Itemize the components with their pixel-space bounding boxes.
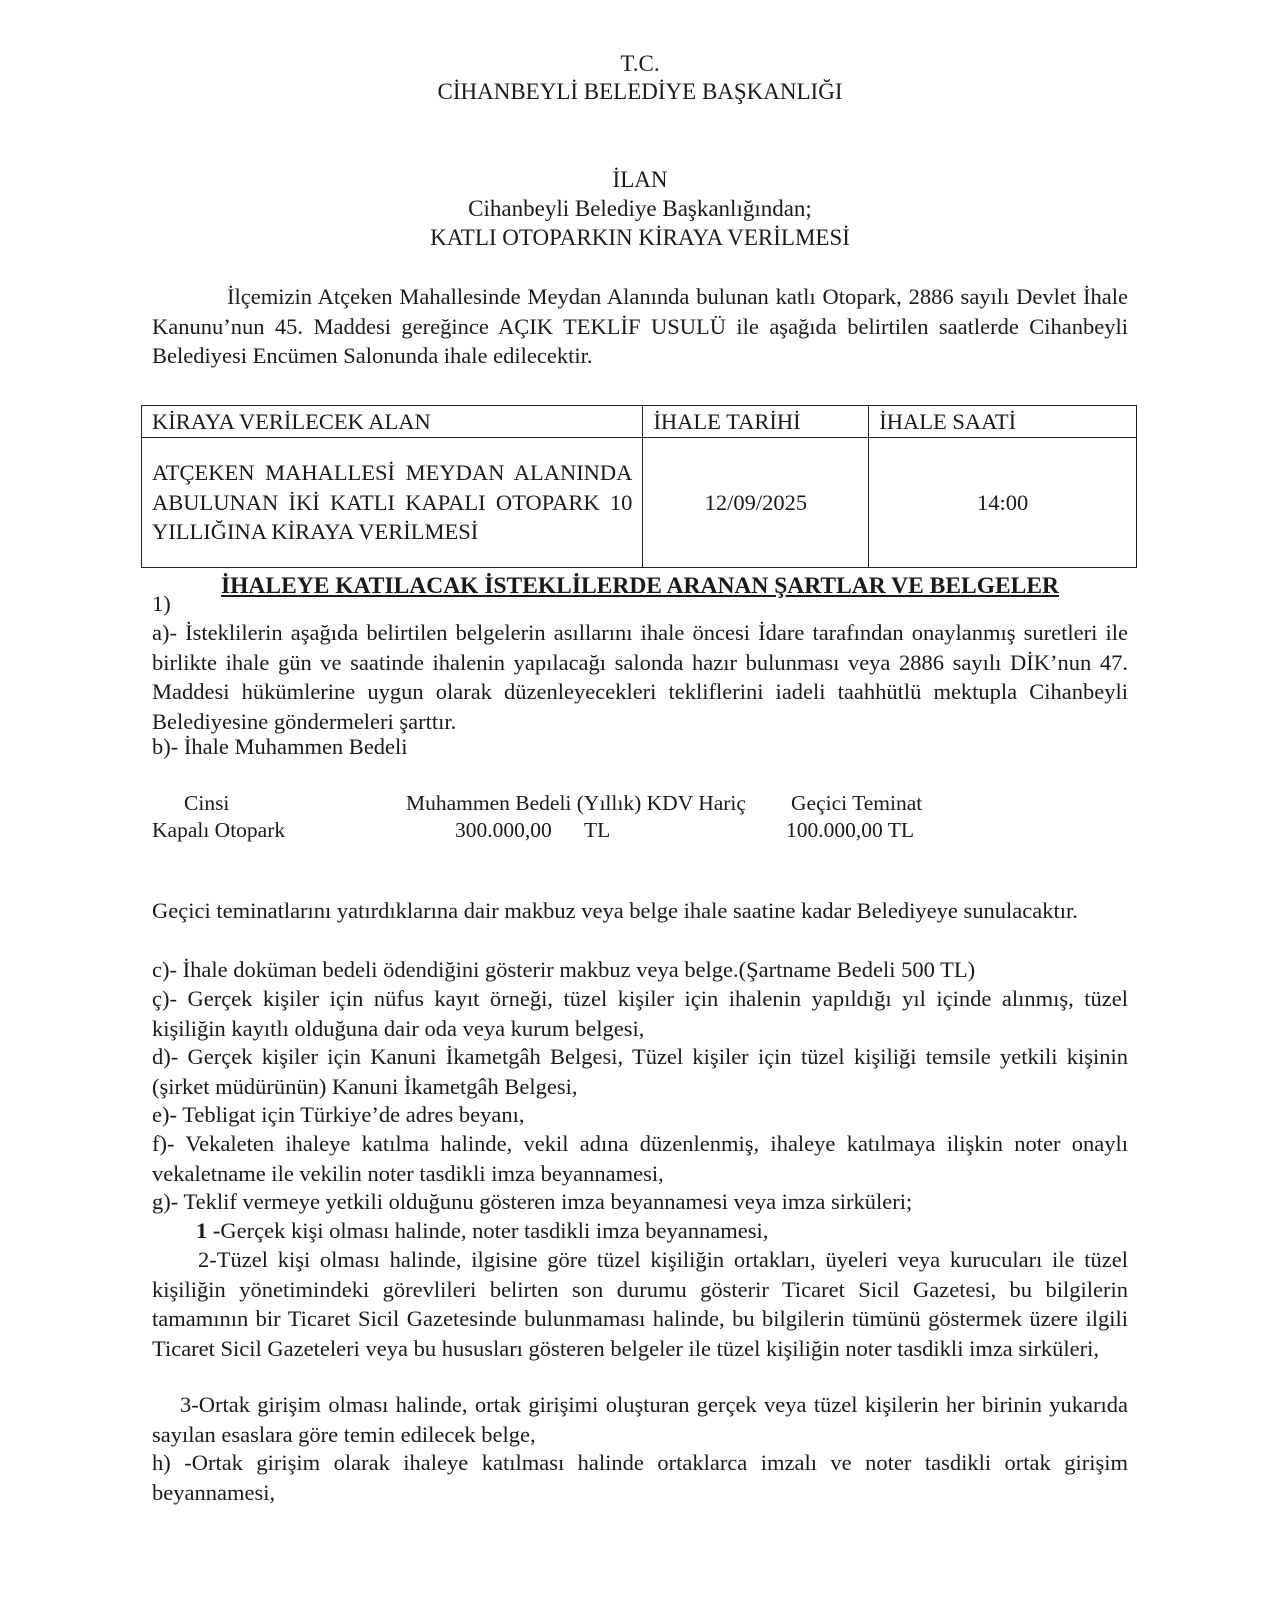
intro-paragraph: İlçemizin Atçeken Mahallesinde Meydan Alanında bulunan katlı Otopark, 2886 sayılı Devlet İhale Kanunu’nun 45. Maddesi gereğince AÇIK TEKLİF USULÜ ile aşağıda belirtilen saatlerde Cihanbeyli Belediyesi Encümen Salonunda ihale edilecektir. bbox=[152, 284, 1128, 368]
pricing-header-deposit: Geçici Teminat bbox=[791, 791, 923, 815]
cell-date: 12/09/2025 bbox=[643, 438, 869, 568]
header-area: KİRAYA VERİLECEK ALAN bbox=[142, 406, 643, 438]
condition-g1 bbox=[196, 1216, 768, 1245]
condition-h: h) -Ortak girişim olarak ihaleye katılması halinde ortaklarca imzalı ve noter tasdikli ortak girişim beyannamesi, bbox=[152, 1450, 1128, 1505]
notice-label: İLAN bbox=[612, 167, 668, 192]
pricing-amount: 300.000,00 bbox=[455, 818, 552, 842]
tender-table-header bbox=[142, 406, 1137, 438]
condition-g1-number: 1 - bbox=[196, 1218, 221, 1243]
condition-a: a)- İsteklilerin aşağıda belirtilen belgelerin asıllarını ihale öncesi İdare tarafından onaylanmış suretleri ile birlikte ihale gün ve saatinde ihalenin yapılacağı salonda hazır bulunması veya 2886 sayılı DİK’nun 47. Maddesi hükümlerine uygun olarak düzenleyecekleri tekliflerini iadeli taahhütlü mektupla Cihanbeyli Belediyesine göndermeleri şarttır. bbox=[152, 620, 1128, 734]
header-date: İHALE TARİHİ bbox=[643, 406, 869, 438]
tender-table-row bbox=[142, 438, 1137, 568]
conditions-title: İHALEYE KATILACAK İSTEKLİLERDE ARANAN ŞARTLAR VE BELGELER bbox=[221, 573, 1059, 599]
item-1-label: 1) bbox=[152, 591, 171, 616]
condition-c-cedilla: ç)- Gerçek kişiler için nüfus kayıt örneği, tüzel kişiler için ihalenin yapıldığı yıl içinde alınmış, tüzel kişiliğin kayıtlı olduğuna dair oda veya kurum belgesi, bbox=[152, 986, 1128, 1041]
pricing-amount-unit: TL bbox=[584, 818, 611, 842]
cell-area: ATÇEKEN MAHALLESİ MEYDAN ALANINDA ABULUNAN İKİ KATLI KAPALI OTOPARK 10 YILLIĞINA KİRAYA VERİLMESİ bbox=[142, 438, 643, 568]
pricing-header-type: Cinsi bbox=[184, 791, 230, 815]
condition-g2: 2-Tüzel kişi olması halinde, ilgisine göre tüzel kişiliğin ortakları, üyeleri veya kurucuları ile tüzel kişiliğin yönetimindeki görevlileri belirten son durumu gösterir Ticaret Sicil Gazetesi, bu bilgilerin tamamının bir Ticaret Sicil Gazetesinde bulunmaması halinde, bu bilgilerin tümünü göstermek üzere ilgili Ticaret Sicil Gazeteleri veya bu hususları gösteren belgeler ile tüzel kişiliğin noter tasdikli imza sirküleri, bbox=[152, 1247, 1128, 1361]
notice-from: Cihanbeyli Belediye Başkanlığından; bbox=[468, 196, 812, 221]
condition-g1-text: Gerçek kişi olması halinde, noter tasdikli imza beyannamesi, bbox=[220, 1218, 769, 1243]
pricing-type: Kapalı Otopark bbox=[152, 818, 286, 842]
cell-time: 14:00 bbox=[869, 438, 1137, 568]
condition-c: c)- İhale doküman bedeli ödendiğini gösterir makbuz veya belge.(Şartname Bedeli 500 TL) bbox=[152, 957, 976, 982]
condition-b: b)- İhale Muhammen Bedeli bbox=[152, 734, 408, 759]
condition-g: g)- Teklif vermeye yetkili olduğunu gösteren imza beyannamesi veya imza sirküleri; bbox=[152, 1189, 913, 1214]
notice-subject: KATLI OTOPARKIN KİRAYA VERİLMESİ bbox=[430, 225, 850, 250]
header-tc: T.C. bbox=[620, 51, 660, 76]
tender-table bbox=[141, 405, 1137, 568]
header-time: İHALE SAATİ bbox=[869, 406, 1137, 438]
condition-f: f)- Vekaleten ihaleye katılma halinde, vekil adına düzenlenmiş, ihaleye katılmaya ilişkin noter onaylı vekaletname ile vekilin noter tasdikli imza beyannamesi, bbox=[152, 1131, 1128, 1186]
header-municipality: CİHANBEYLİ BELEDİYE BAŞKANLIĞI bbox=[437, 79, 843, 104]
condition-d: d)- Gerçek kişiler için Kanuni İkametgâh Belgesi, Tüzel kişiler için tüzel kişiliği temsile yetkili kişinin (şirket müdürünün) Kanuni İkametgâh Belgesi, bbox=[152, 1044, 1128, 1099]
pricing-header-amount: Muhammen Bedeli (Yıllık) KDV Hariç bbox=[406, 791, 746, 815]
condition-e: e)- Tebligat için Türkiye’de adres beyanı, bbox=[152, 1102, 525, 1127]
deposit-note: Geçici teminatlarını yatırdıklarına dair makbuz veya belge ihale saatine kadar Belediyeye sunulacaktır. bbox=[152, 898, 1078, 923]
pricing-deposit: 100.000,00 TL bbox=[786, 818, 915, 842]
condition-g3: 3-Ortak girişim olması halinde, ortak girişimi oluşturan gerçek veya tüzel kişilerin her birinin yukarıda sayılan esaslara göre temin edilecek belge, bbox=[152, 1392, 1128, 1447]
